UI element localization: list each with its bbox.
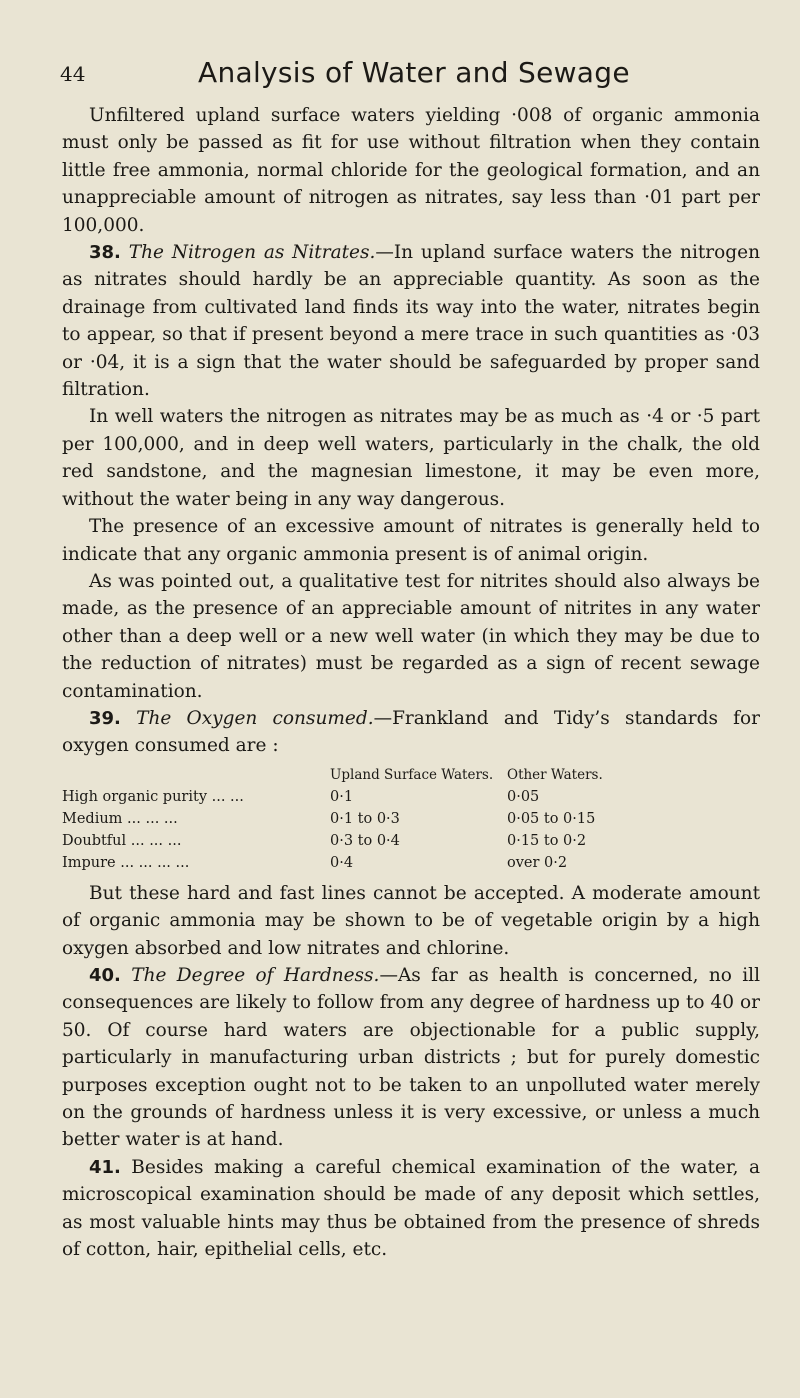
section-38-title: The Nitrogen as Nitrates.	[128, 242, 376, 264]
paragraph-well-waters: In well waters the nitrogen as nitrates may be as much as ·4 or ·5 part per 100,000, and in deep well waters, particularly in the chalk, the old red sandstone, and the magnesian limestone, it may be even more, without the water being in any way dangerous.	[62, 406, 760, 510]
section-41	[62, 1154, 760, 1264]
page-number: 44	[60, 62, 86, 86]
paragraph-nitrites-test: As was pointed out, a qualitative test for nitrites should also always be made, as the presence of an appreciable amount of nitrites in any water other than a deep well or a new well water (in which they may be due to the reduction of nitrates) must be regarded as a sign of recent sewage contamination.	[62, 570, 760, 702]
table-cell-other: over 0·2	[507, 854, 568, 871]
section-40-number: 40.	[89, 964, 121, 986]
table-row	[62, 786, 760, 808]
table-cell-upland: 0·1	[330, 788, 354, 805]
table-header-other: Other Waters.	[507, 766, 603, 783]
section-41-text: Besides making a careful chemical examination of the water, a microscopical examination should be made of any deposit which settles, as most valuable hints may thus be obtained from the presence of shreds of cotton, hair, epithelial cells, etc.	[62, 1156, 760, 1261]
paragraph-hard-fast-lines: But these hard and fast lines cannot be accepted. A moderate amount of organic ammonia may be shown to be of vegetable origin by a high oxygen absorbed and low nitrates and chlorine.	[62, 882, 760, 959]
section-40-title: The Degree of Hardness.	[131, 964, 380, 986]
section-38-text: —In upland surface waters the nitrogen as nitrates should hardly be an appreciable quantity. As soon as the drainage from cultivated land finds its way into the water, nitrates begin to appear, so that if present beyond a mere trace in such quantities as ·03 or ·04, it is a sign that the water should be safeguarded by proper sand filtration.	[62, 242, 760, 401]
table-cell-other: 0·05 to 0·15	[507, 810, 596, 827]
table-row-label: High organic purity ... ...	[62, 788, 244, 805]
table-row	[62, 852, 760, 874]
section-39	[62, 705, 760, 760]
table-cell-other: 0·05	[507, 788, 540, 805]
table-row	[62, 808, 760, 830]
section-39-title: The Oxygen consumed.	[136, 707, 374, 729]
table-cell-other: 0·15 to 0·2	[507, 832, 587, 849]
section-40	[62, 962, 760, 1154]
table-cell-upland: 0·3 to 0·4	[330, 832, 400, 849]
oxygen-standards-table	[62, 764, 760, 874]
table-header-upland: Upland Surface Waters.	[330, 766, 494, 783]
page-header	[60, 50, 760, 98]
section-39-number: 39.	[89, 707, 121, 729]
section-40-text: —As far as health is concerned, no ill consequences are likely to follow from any degree of hardness up to 40 or 50. Of course hard waters are objectionable for a public supply, particularly in manufacturing urban districts ; but for purely domestic purposes exception ought not to be taken to an unpolluted water merely on the grounds of hardness unless it is very excessive, or unless a much better water is at hand.	[62, 964, 760, 1151]
running-title: Analysis of Water and Sewage	[198, 56, 630, 89]
table-row-label: Doubtful ... ... ...	[62, 832, 182, 849]
section-38	[62, 239, 760, 403]
table-header-blank	[62, 764, 330, 786]
paragraph-excess-nitrates: The presence of an excessive amount of nitrates is generally held to indicate that any organic ammonia present is of animal origin.	[62, 516, 760, 565]
paragraph-unfiltered-waters: Unfiltered upland surface waters yielding ·008 of organic ammonia must only be passed as fit for use without filtration when they contain little free ammonia, normal chloride for the geological formation, and an unappreciable amount of nitrogen as nitrates, say less than ·01 part per 100,000.	[62, 105, 760, 236]
table-header-row	[62, 764, 760, 786]
section-38-number: 38.	[89, 242, 121, 264]
body-text	[62, 102, 760, 1263]
table-row-label: Medium ... ... ...	[62, 810, 178, 827]
table-row	[62, 830, 760, 852]
table-cell-upland: 0·1 to 0·3	[330, 810, 400, 827]
section-41-number: 41.	[89, 1156, 121, 1178]
section-39-text: —Frankland and Tidy’s standards for oxygen consumed are :	[62, 707, 760, 757]
table-cell-upland: 0·4	[330, 854, 354, 871]
table-row-label: Impure ... ... ... ...	[62, 854, 190, 871]
